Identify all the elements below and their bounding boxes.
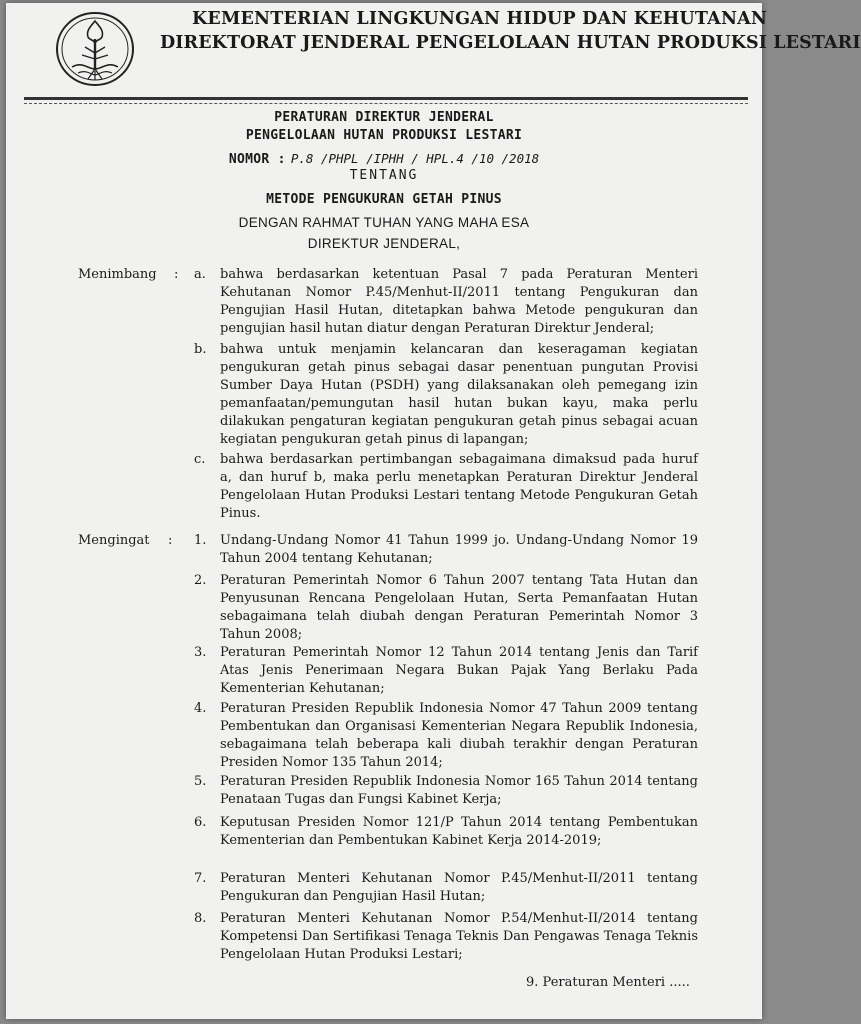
mengingat-colon: : [168, 533, 173, 548]
letterhead-directorate: DIREKTORAT JENDERAL PENGELOLAAN HUTAN PRODUKSI LESTARI [160, 33, 861, 53]
mengingat-item-7: Peraturan Menteri Kehutanan Nomor P.45/Menhut-II/2011 tentang Pengukuran dan Pengujian Hasil Hutan; [220, 871, 698, 904]
mengingat-marker-4: 4. [194, 701, 207, 716]
mengingat-item-8: Peraturan Menteri Kehutanan Nomor P.54/Menhut-II/2014 tentang Kompetensi Dan Sertifikasi Tenaga Teknis Dan Pengawas Tenaga Teknis Pengelolaan Hutan Produksi Lestari; [220, 911, 698, 962]
mengingat-item-3: Peraturan Pemerintah Nomor 12 Tahun 2014 tentang Jenis dan Tarif Atas Jenis Penerimaan Negara Bukan Pajak Yang Berlaku Pada Kementerian Kehutanan; [220, 645, 698, 696]
menimbang-marker-a: a. [194, 267, 206, 282]
menimbang-marker-c: c. [194, 452, 206, 467]
mengingat-item-1: Undang-Undang Nomor 41 Tahun 1999 jo. Undang-Undang Nomor 19 Tahun 2004 tentang Kehutanan; [220, 533, 698, 566]
menimbang-colon: : [174, 267, 179, 282]
mengingat-label: Mengingat [78, 533, 150, 548]
mengingat-marker-8: 8. [194, 911, 207, 926]
ministry-logo-icon [52, 9, 138, 89]
heading-peraturan: PERATURAN DIREKTUR JENDERAL [274, 110, 494, 125]
menimbang-item-c: bahwa berdasarkan pertimbangan sebagaimana dimaksud pada huruf a, dan huruf b, maka perlu menetapkan Peraturan Direktur Jenderal Pengelolaan Hutan Produksi Lestari tentang Metode Pengukuran Getah Pinus. [220, 452, 698, 521]
document-page [6, 3, 861, 1019]
heading-nomor [6, 148, 762, 167]
mengingat-item-4: Peraturan Presiden Republik Indonesia Nomor 47 Tahun 2009 tentang Pembentukan dan Organisasi Kementerian Negara Republik Indonesia, sebagaimana telah beberapa kali diubah terakhir dengan Peraturan Presiden Nomor 135 Tahun 2014; [220, 701, 698, 770]
heading-direktur: DIREKTUR JENDERAL, [307, 236, 461, 251]
heading-tentang: TENTANG [349, 168, 419, 183]
menimbang-item-b: bahwa untuk menjamin kelancaran dan keseragaman kegiatan pengukuran getah pinus sebagai dasar penentuan pungutan Provisi Sumber Daya Hutan (PSDH) yang dilaksanakan oleh pemegang izin pemanfaatan/pemungutan hasil hutan bukan kayu, maka perlu dilakukan pengaturan kegiatan pengukuran getah pinus sebagai acuan kegiatan pengukuran getah pinus di lapangan; [220, 342, 698, 447]
mengingat-marker-2: 2. [194, 573, 207, 588]
heading-rahmat: DENGAN RAHMAT TUHAN YANG MAHA ESA [238, 215, 530, 230]
nomor-value: P.8 /PHPL /IPHH / HPL.4 /10 /2018 [290, 151, 540, 166]
mengingat-item-2: Peraturan Pemerintah Nomor 6 Tahun 2007 tentang Tata Hutan dan Penyusunan Rencana Pengelolaan Hutan, Serta Pemanfaatan Hutan sebagaimana telah diubah dengan Peraturan Pemerintah Nomor 3 Tahun 2008; [220, 573, 698, 642]
heading-title: METODE PENGUKURAN GETAH PINUS [266, 192, 502, 207]
letterhead-rule [24, 97, 748, 100]
letterhead-rule-thin [24, 103, 748, 104]
menimbang-item-a: bahwa berdasarkan ketentuan Pasal 7 pada Peraturan Menteri Kehutanan Nomor P.45/Menhut-II/2011 tentang Pengukuran dan Pengujian Hasil Hutan, ditetapkan bahwa Metode pengukuran dan pengujian hasil hutan diatur dengan Peraturan Direktur Jenderal; [220, 267, 698, 336]
mengingat-marker-6: 6. [194, 815, 207, 830]
mengingat-marker-5: 5. [194, 774, 207, 789]
menimbang-label: Menimbang [78, 267, 157, 282]
heading-directorate: PENGELOLAAN HUTAN PRODUKSI LESTARI [245, 128, 523, 143]
page-continuation: 9. Peraturan Menteri ..... [526, 975, 690, 990]
mengingat-item-5: Peraturan Presiden Republik Indonesia Nomor 165 Tahun 2014 tentang Penataan Tugas dan Fungsi Kabinet Kerja; [220, 774, 698, 807]
menimbang-marker-b: b. [194, 342, 207, 357]
mengingat-marker-3: 3. [194, 645, 207, 660]
mengingat-marker-1: 1. [194, 533, 207, 548]
letterhead-ministry: KEMENTERIAN LINGKUNGAN HIDUP DAN KEHUTANAN [192, 9, 768, 29]
mengingat-marker-7: 7. [194, 871, 207, 886]
nomor-label: NOMOR : [228, 152, 286, 167]
mengingat-item-6: Keputusan Presiden Nomor 121/P Tahun 2014 tentang Pembentukan Kementerian dan Pembentukan Kabinet Kerja 2014-2019; [220, 815, 698, 848]
